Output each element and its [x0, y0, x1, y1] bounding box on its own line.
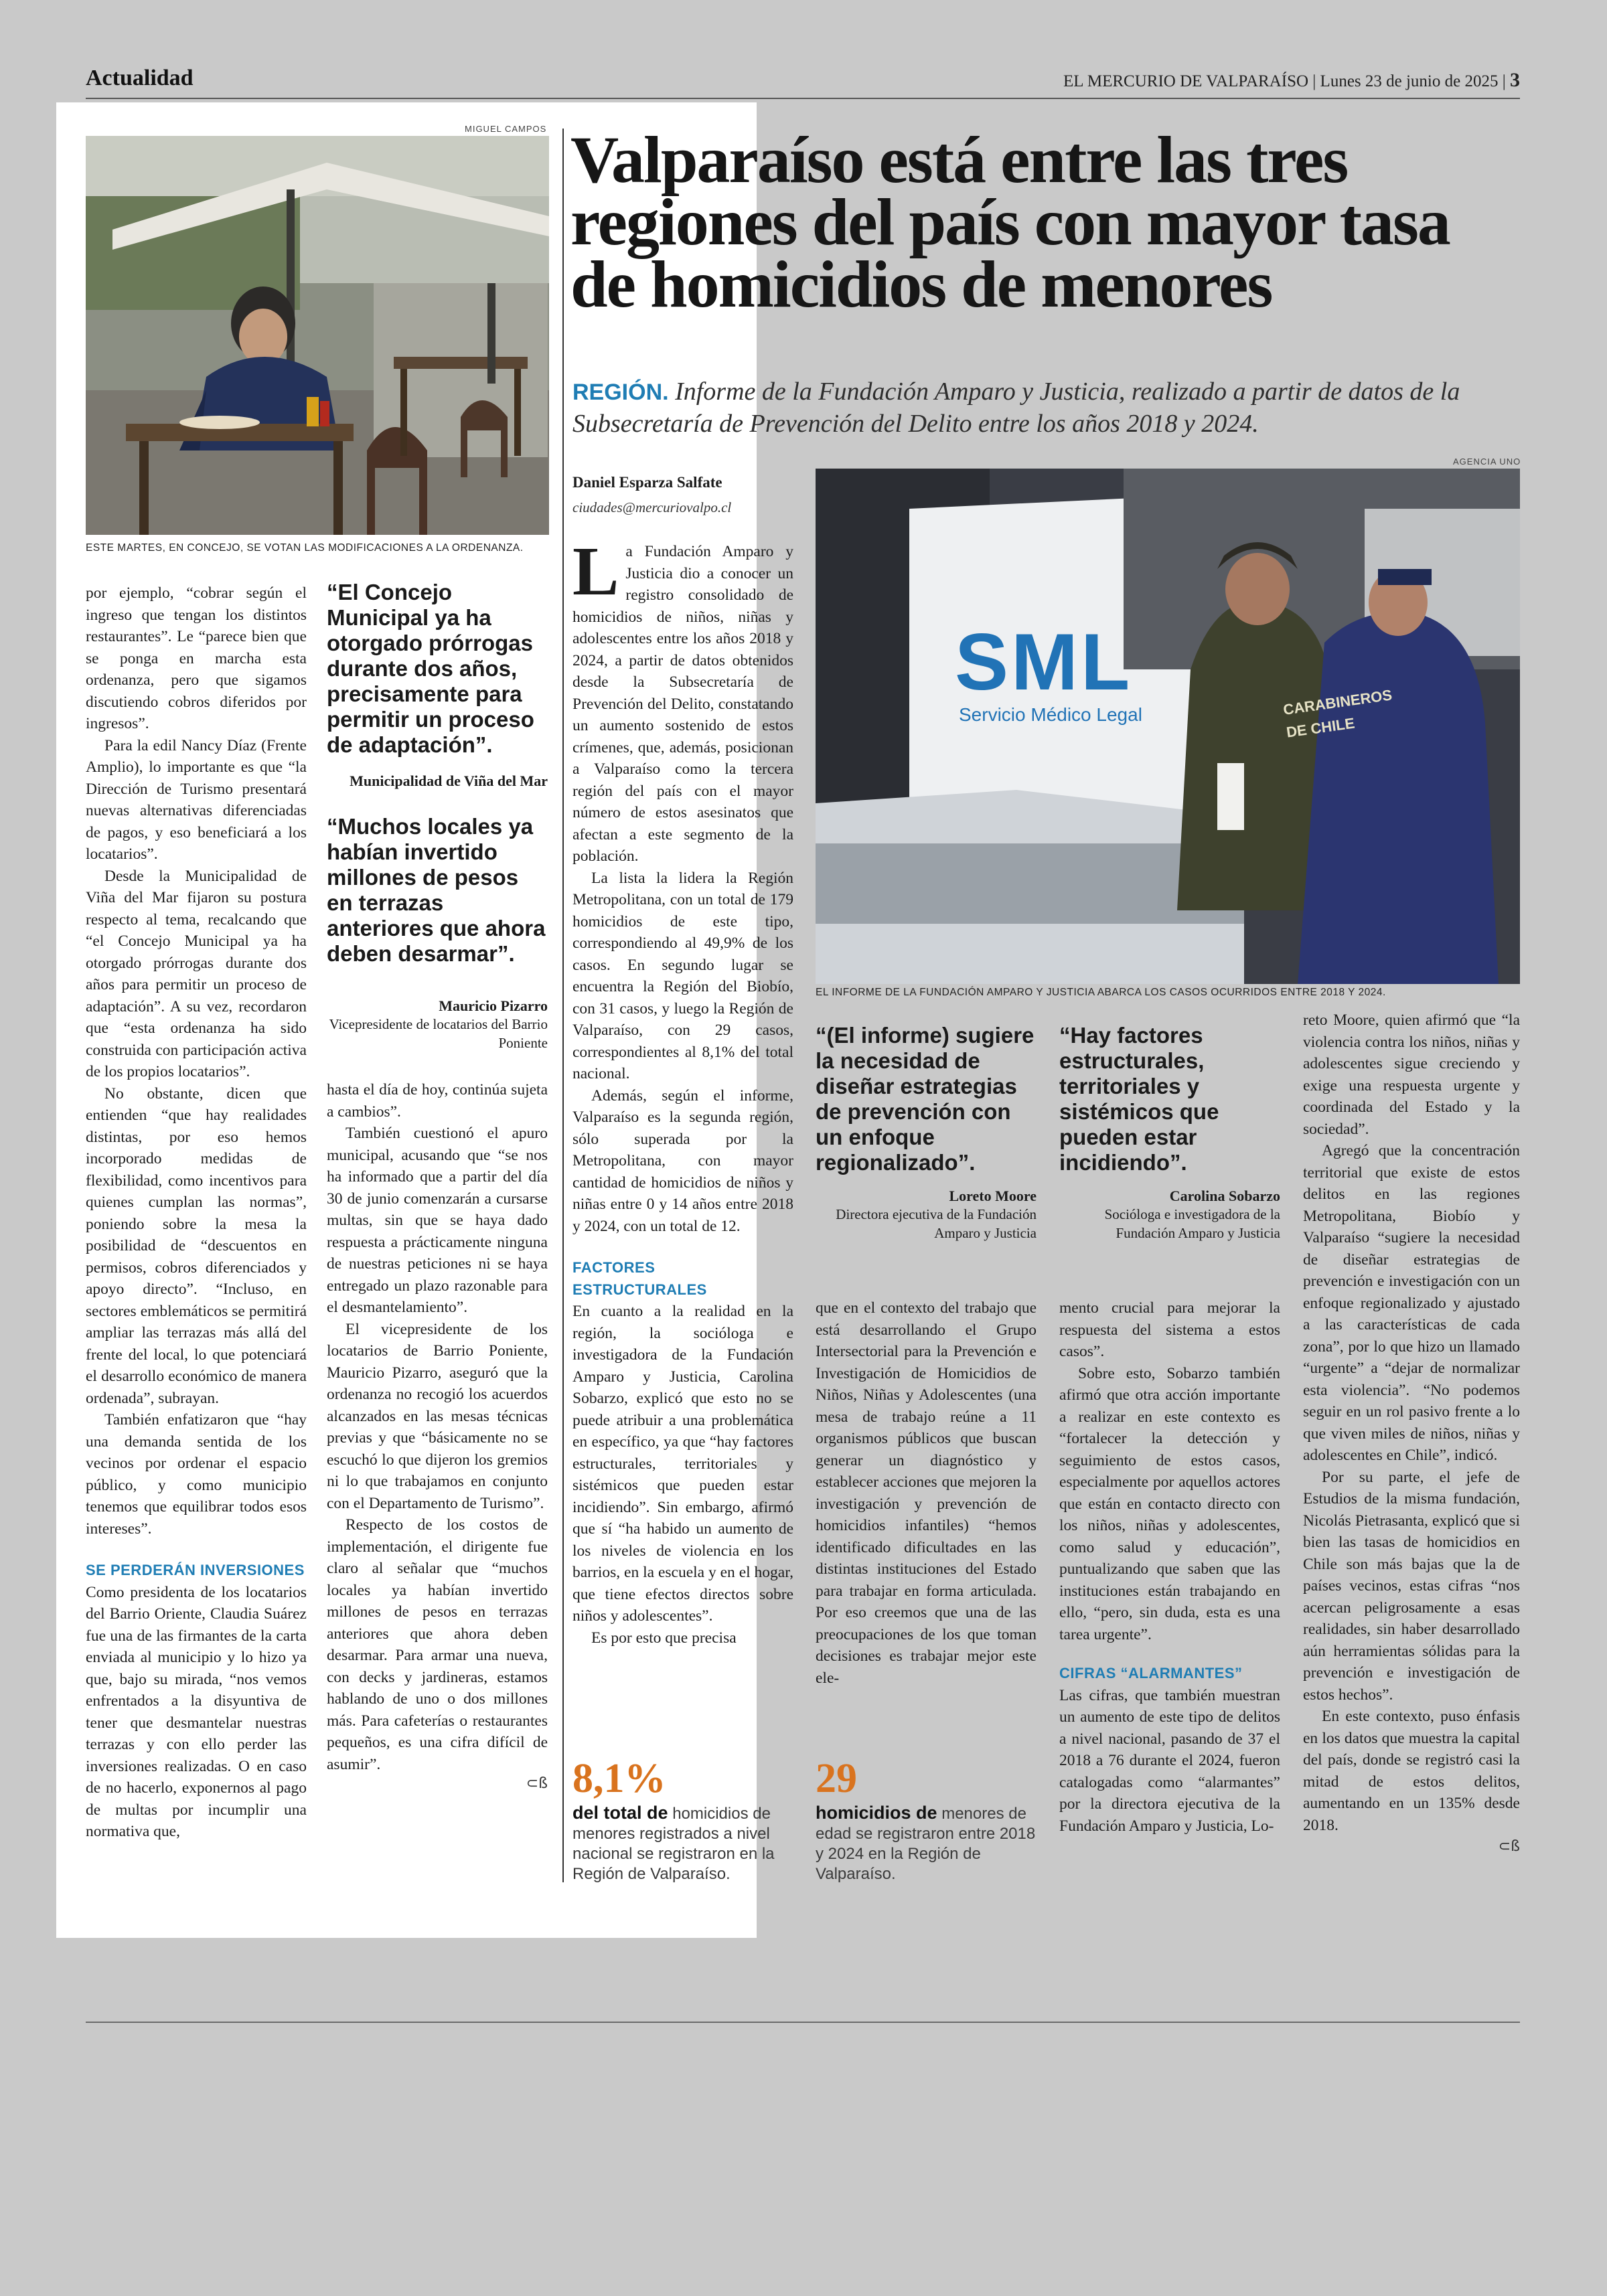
paragraph: También enfatizaron que “hay una demanda sentida de los vecinos por ordenar el espacio público, y como municipio tenemos que equilibrar todos esos intereses”. [86, 1411, 307, 1538]
quote-role: Directora ejecutiva de la Fundación Amparo y Justicia [836, 1206, 1037, 1241]
quote-block-sobarzo [1059, 1023, 1280, 1242]
paragraph: que en el contexto del trabajo que está desarrollando el Grupo Intersectorial para la Prevención e Investigación de Homicidios de Niños, Niñas y Adolescentes (una mesa de trabajo reúne a 11 organismos públicos que buscan generar un diagnóstico y establecer acciones que mejoren la investigación y prevención de homicidios infantiles) “hemos identificado dificultades en las distintas instituciones del Estado para trabajar en forma articulada. Por eso creemos que una de las preocupaciones de los que toman decisiones es trabajar mejor este ele- [816, 1299, 1037, 1687]
article-column-1 [572, 533, 793, 1649]
quote-name: Mauricio Pizarro [439, 997, 548, 1014]
sml-van-photo [816, 469, 1520, 984]
stat-number: 29 [816, 1756, 857, 1801]
separator: | [1502, 72, 1510, 90]
article-deck [572, 376, 1510, 440]
stat-text: homicidios de menores registrados a nivel nacional se registraron en la Región de Valparaíso. [572, 1805, 775, 1883]
column-rule [562, 129, 564, 1882]
paragraph: Agregó que la concentración territorial que existe de estos delitos en las regiones Metropolitana, Biobío y Valparaíso “sugiere la necesidad de diseñar estrategias de prevención e investigación con un enfoque regionalizado y ajustado a las características de cada zona”, por lo que hizo un llamado “urgente” a “dejar de normalizar esta violencia”. “No podemos seguir en un rol pasivo frente a lo que viven miles de niños, niñas y adolescentes en Chile”, indicó. [1303, 1142, 1520, 1464]
paragraph: Sobre esto, Sobarzo también afirmó que otra acción importante a realizar en este contexto es “fortalecer la detección y seguimiento de estos casos, especialmente por aquellos actores que están en contacto directo con los niños, niñas y adolescentes, como salud y educación”, puntualizando que saben que las instituciones están trabajando en ello, “pero, sin duda, esta es una tarea urgente”. [1059, 1364, 1280, 1643]
paragraph: Es por esto que precisa [591, 1629, 737, 1647]
paragraph: reto Moore, quien afirmó que “la violencia contra los niños, niñas y adolescentes sigue creciendo y exige una respuesta urgente y coordinada del Estado y la sociedad”. [1303, 1011, 1520, 1138]
stat-box-count [816, 1755, 1037, 1884]
stat-box-percent [572, 1755, 793, 1884]
photo-credit-left: MIGUEL CAMPOS [465, 124, 547, 134]
pull-quote-pizarro: “Muchos locales ya habían invertido millones de pesos en terrazas anteriores que ahora deben desarmar”. [327, 814, 546, 966]
quote-block-moore [816, 1023, 1037, 1242]
masthead-info [1063, 69, 1520, 92]
paragraph: Respecto de los costos de implementación, el dirigente fue claro al señalar que “muchos locales ya habían invertido millones de pesos en terrazas anteriores que ahora deben desarmar. Para armar una nueva, con decks y jardineras, estamos hablando de uno o dos millones más. Para cafeterías o restaurantes pequeños, es una cifra difícil de asumir”. [327, 1516, 548, 1773]
photo-credit-main: AGENCIA UNO [1453, 457, 1521, 467]
byline-email: ciudades@mercuriovalpo.cl [572, 499, 732, 515]
paragraph: Las cifras, que también muestran un aumento de este tipo de delitos a nivel nacional, pasando de 37 el 2018 a 76 durante el 2024, fueron catalogadas como “alarmantes” por la directora ejecutiva de la Fundación Amparo y Justicia, Lo- [1059, 1686, 1280, 1835]
article-column-3 [1059, 1297, 1280, 1837]
section-title: Actualidad [86, 66, 194, 90]
newspaper-name: EL MERCURIO DE VALPARAÍSO [1063, 72, 1309, 90]
paragraph: En este contexto, puso énfasis en los datos que muestra la capital del país, donde se registró casi la mitad de estos delitos, aumentando en un 135% desde 2018. [1303, 1708, 1520, 1834]
article-column-4 [1303, 1009, 1520, 1858]
paragraph: Para la edil Nancy Díaz (Frente Amplio), lo importante es que “la Dirección de Turismo presentará nuevas alternativas diferenciadas de pagos, y eso beneficiará a los locatarios”. [86, 736, 307, 863]
article-column-2 [816, 1297, 1037, 1689]
paragraph: También cuestionó el apuro municipal, acusando que “se nos ha informado que a partir del día 30 de junio comenzarán a cursarse multas, sin que se haya dado respuesta a prácticamente ninguna de nuestras peticiones ni se haya entregado un plazo razonable para el desmantelamiento”. [327, 1125, 548, 1316]
lead-text: a Fundación Amparo y Justicia dio a conocer un registro consolidado de homicidios de niños, niñas y adolescentes entre los años 2018 y 2024, a partir de datos obtenidos desde la Subsecretaría de Prevención del Delito, constatando un aumento sostenido de estos crímenes, que, además, posicionan a Valparaíso como la tercera región del país con el mayor número de estos asesinatos que afectan a este segmento de la población. [572, 543, 793, 865]
pull-quote-municipalidad: “El Concejo Municipal ya ha otorgado prórrogas durante dos años, precisamente para permitir un proceso de adaptación”. [327, 580, 534, 757]
pull-quote-moore: “(El informe) sugiere la necesidad de diseñar estrategias de prevención con un enfoque regionalizado”. [816, 1023, 1035, 1175]
paragraph: Además, según el informe, Valparaíso es la segunda región, sólo superada por la Metropolitana, con mayor cantidad de homicidios de niños y niñas entre 0 y 14 años entre 2018 y 2024, con un total de 12. [572, 1086, 793, 1235]
stat-text: menores de edad se registraron entre 2018 y 2024 en la Región de Valparaíso. [816, 1805, 1036, 1883]
subheading-inversiones: SE PERDERÁN INVERSIONES [86, 1562, 305, 1578]
stat-description [816, 1803, 1037, 1884]
page-number: 3 [1510, 69, 1520, 91]
quote-role: Vicepresidente de locatarios del Barrio Poniente [329, 1016, 548, 1051]
stat-lead: del total de [572, 1803, 668, 1823]
paragraph: En cuanto a la realidad en la región, la socióloga e investigadora de la Fundación Amparo y Justicia, Carolina Sobarzo, explicó que esto no se puede atribuir a una problemática en específico, ya que “hay factores estructurales, territoriales y sistémicos que pueden estar incidiendo”. Sin embargo, afirmó que sí “ha habido un aumento de los niveles de violencia en los barrios, en la escuela y en el hogar, que tiene efectos directos sobre niños y adolescentes”. [572, 1303, 793, 1625]
footer-rule [86, 2022, 1520, 2023]
quote-name: Carolina Sobarzo [1169, 1187, 1280, 1204]
quote-attribution: Municipalidad de Viña del Mar [350, 772, 548, 789]
paragraph: Como presidenta de los locatarios del Barrio Oriente, Claudia Suárez fue una de las firmantes de la carta enviada al municipio y lo hizo ya que, bajo su mirada, “nos vemos enfrentados a la disyuntiva de tener que desmantelar nuestras terrazas y con ello perder las inversiones realizadas. O en caso de no hacerlo, exponernos al pago de multas por incumplir una normativa que, [86, 1583, 307, 1840]
stat-number: 8,1% [572, 1756, 666, 1801]
stat-lead: homicidios de [816, 1803, 937, 1823]
article-headline: Valparaíso está entre las tres regiones del país con mayor tasa de homicidios de menores [570, 122, 1450, 321]
subheading-factores: FACTORES ESTRUCTURALES [572, 1259, 707, 1298]
left-photo-caption: ESTE MARTES, EN CONCEJO, SE VOTAN LAS MODIFICACIONES A LA ORDENANZA. [86, 542, 524, 554]
byline: Daniel Esparza Salfate [572, 474, 722, 491]
police-vest-text: CARABINEROS DE CHILE [1282, 686, 1393, 741]
end-mark: ⊂ß [526, 1775, 548, 1792]
terrace-photo-illustration [86, 136, 549, 535]
restaurant-terrace-photo [86, 136, 549, 535]
left-column-2 [327, 580, 548, 1792]
quote-name: Loreto Moore [949, 1187, 1037, 1204]
deck-text: Informe de la Fundación Amparo y Justicia, realizado a partir de datos de la Subsecretaría de Prevención del Delito entre los años 2018 y 2024. [572, 378, 1460, 438]
quote-role: Socióloga e investigadora de la Fundación Amparo y Justicia [1104, 1206, 1280, 1241]
paragraph: por ejemplo, “cobrar según el ingreso que tengan los distintos restaurantes”. Le “parece bien que se ponga en marcha esta ordenanza, pero que sigamos discutiendo cobros diferidos por ingresos”. [86, 584, 307, 732]
sml-logo: SML [955, 617, 1133, 707]
deck-tag: REGIÓN. [572, 380, 669, 405]
paragraph: mento crucial para mejorar la respuesta del sistema a estos casos”. [1059, 1299, 1280, 1360]
main-photo-caption: EL INFORME DE LA FUNDACIÓN AMPARO Y JUSTICIA ABARCA LOS CASOS OCURRIDOS ENTRE 2018 Y 2024. [816, 987, 1386, 998]
lead-paragraph [572, 533, 793, 868]
left-column-1 [86, 582, 307, 1843]
header-rule [86, 98, 1520, 99]
subheading-cifras: CIFRAS “ALARMANTES” [1059, 1665, 1243, 1682]
sml-logo-subtitle: Servicio Médico Legal [959, 704, 1142, 725]
paragraph: No obstante, dicen que entienden “que hay realidades distintas, por eso hemos incorporado medidas de flexibilidad, como incentivos para quienes cumplan las normas”, poniendo sobre la mesa la posibilidad de “descuentos en permisos, cobros diferenciados y apoyo directo”. “Incluso, en sectores emblemáticos se permitirá ampliar las terrazas más allá del frente del local, lo que potenciará el desarrollo económico de manera ordenada”, subrayan. [86, 1084, 307, 1407]
drop-cap: L [572, 533, 619, 610]
paragraph: Desde la Municipalidad de Viña del Mar fijaron su postura respecto al tema, recalcando que “el Concejo Municipal ya ha otorgado prórrogas durante dos años para permitir un proceso de adaptación”. A su vez, recordaron que “esta ordenanza ha sido construida con participación activa de los propios locatarios”. [86, 867, 307, 1080]
left-column-2-body [327, 1079, 548, 1775]
stat-description [572, 1803, 793, 1884]
paragraph: El vicepresidente de los locatarios de Barrio Poniente, Mauricio Pizarro, aseguró que la ordenanza no recogió los acuerdos alcanzados en las mesas técnicas previas y que “básicamente no se escuchó lo que dijeron los gremios ni lo que trabajamos en conjunto con el Departamento de Turismo”. [327, 1320, 548, 1512]
paragraph: La lista la lidera la Región Metropolitana, con un total de 179 homicidios de este tipo, correspondiendo al 49,9% de los casos. En segundo lugar se encuentra la Región del Biobío, con 31 casos, y luego la Región de Valparaíso, con 29 casos, correspondientes al 8,1% del total nacional. [572, 869, 793, 1082]
issue-date: Lunes 23 de junio de 2025 [1320, 72, 1499, 90]
pull-quote-sobarzo: “Hay factores estructurales, territoriales y sistémicos que pueden estar incidiendo”. [1059, 1023, 1219, 1175]
end-mark: ⊂ß [1498, 1838, 1520, 1855]
paragraph: Por su parte, el jefe de Estudios de la misma fundación, Nicolás Pietrasanta, explicó que si bien las tasas de homicidios en Chile son más bajas que la de países vecinos, estas cifras “nos acercan peligrosamente a esas realidades, sin haber desarrollado aún herramientas sólidas para la prevención e investigación de estos hechos”. [1303, 1468, 1520, 1704]
separator: | [1312, 72, 1320, 90]
paragraph: hasta el día de hoy, continúa sujeta a cambios”. [327, 1081, 548, 1121]
